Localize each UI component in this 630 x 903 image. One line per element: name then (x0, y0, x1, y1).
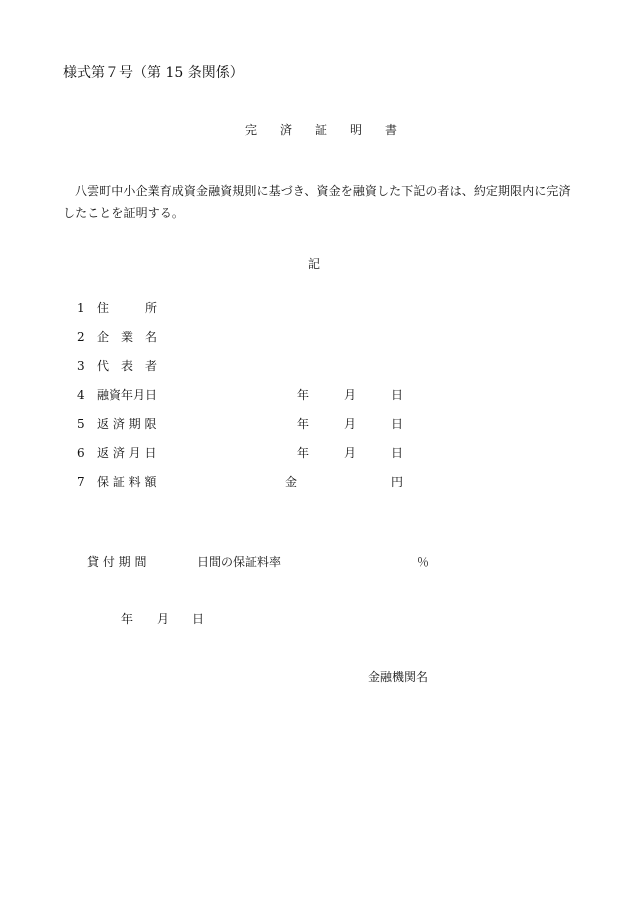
yen-prefix-label: 金 (285, 475, 298, 489)
date-day-label: 日 (192, 612, 205, 626)
month-label: 月 (344, 417, 357, 431)
item-number: 1 (77, 301, 85, 315)
year-label: 年 (297, 446, 310, 460)
year-label: 年 (297, 417, 310, 431)
title-char: 書 (385, 123, 398, 137)
item-number: 6 (77, 446, 85, 460)
item-number: 7 (77, 475, 85, 489)
day-label: 日 (391, 417, 404, 431)
title-char: 明 (350, 123, 363, 137)
form-number: 様式第７号（第 15 条関係） (63, 65, 244, 81)
guarantee-rate-label: 日間の保証料率 (197, 555, 282, 569)
item-label-guarantee-fee: 保 証 料 額 (97, 475, 157, 489)
ki-heading: 記 (308, 257, 321, 271)
date-year-label: 年 (121, 612, 134, 626)
yen-suffix-label: 円 (391, 475, 404, 489)
item-label-address: 住 所 (97, 301, 158, 315)
date-month-label: 月 (157, 612, 170, 626)
day-label: 日 (391, 446, 404, 460)
item-label-company: 企 業 名 (97, 330, 158, 344)
financial-institution-label: 金融機関名 (368, 670, 429, 684)
month-label: 月 (344, 446, 357, 460)
day-label: 日 (391, 388, 404, 402)
month-label: 月 (344, 388, 357, 402)
item-number: 5 (77, 417, 85, 431)
document-title (245, 124, 420, 136)
item-label-representative: 代 表 者 (97, 359, 158, 373)
loan-period-label: 貸 付 期 間 (87, 555, 147, 569)
item-label-repayment-date: 返 済 月 日 (97, 446, 157, 460)
item-label-repayment-deadline: 返 済 期 限 (97, 417, 157, 431)
title-char: 証 (315, 123, 328, 137)
item-number: 4 (77, 388, 85, 402)
percent-sign: ％ (417, 555, 430, 569)
item-number: 3 (77, 359, 85, 373)
year-label: 年 (297, 388, 310, 402)
title-char: 完 (245, 123, 258, 137)
item-number: 2 (77, 330, 85, 344)
certification-text: 八雲町中小企業育成資金融資規則に基づき、資金を融資した下記の者は、約定期限内に完済したことを証明する。 (63, 184, 571, 220)
item-label-loan-date: 融資年月日 (97, 388, 158, 402)
title-char: 済 (280, 123, 293, 137)
